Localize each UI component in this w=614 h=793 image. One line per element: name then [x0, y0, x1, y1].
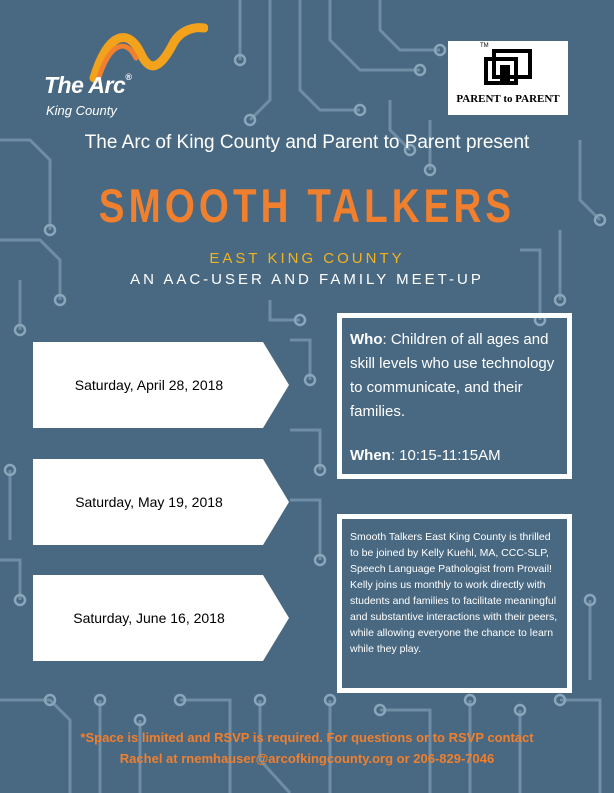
- who-paragraph: [350, 328, 559, 424]
- arc-logo-subtitle: King County: [46, 103, 117, 118]
- the-arc-logo: [40, 22, 200, 132]
- arc-logo-name: The Arc: [44, 72, 126, 98]
- rsvp-footer: [20, 727, 594, 769]
- date-arrow-3: [33, 575, 289, 661]
- footer-line-2: Rachel at rnemhauser@arcofkingcounty.org or 206-829-7046: [119, 751, 495, 766]
- date-text: Saturday, June 16, 2018: [73, 610, 225, 626]
- when-paragraph: [350, 444, 559, 468]
- arc-registered-mark: ®: [125, 72, 132, 82]
- p2p-logo-text: PARENT to PARENT: [456, 93, 560, 105]
- event-title: SMOOTH TALKERS: [98, 179, 516, 232]
- who-label: Who: [350, 331, 383, 348]
- who-text: : Children of all ages and skill levels who use technology to communicate, and their families.: [350, 331, 555, 420]
- event-region: EAST KING COUNTY: [209, 250, 405, 267]
- description-box: [337, 514, 572, 693]
- date-text: Saturday, April 28, 2018: [74, 377, 224, 393]
- event-subtitle: AN AAC-USER AND FAMILY MEET-UP: [130, 271, 484, 288]
- date-text: Saturday, May 19, 2018: [75, 494, 223, 510]
- date-arrow-1: [33, 342, 289, 428]
- date-arrow-2: [33, 459, 289, 545]
- when-label: When: [350, 447, 391, 464]
- presenters-line: The Arc of King County and Parent to Parent present: [84, 132, 530, 153]
- parent-to-parent-mark-icon: [480, 45, 536, 91]
- who-when-box: [337, 313, 572, 479]
- footer-line-1: *Space is limited and RSVP is required. For questions or to RSVP contact: [80, 730, 534, 745]
- parent-to-parent-logo: [448, 41, 568, 115]
- description-text: Smooth Talkers East King County is thrilled to be joined by Kelly Kuehl, MA, CCC-SLP, Speech Language Pathologist from Provail! Kelly joins us monthly to work directly with students and families to facilitate meaningful and substantive interactions with their peers, while allowing everyone the chance to learn while they play.: [350, 531, 558, 655]
- when-text: : 10:15-11:15AM: [390, 447, 501, 464]
- p2p-trademark: TM: [480, 43, 489, 49]
